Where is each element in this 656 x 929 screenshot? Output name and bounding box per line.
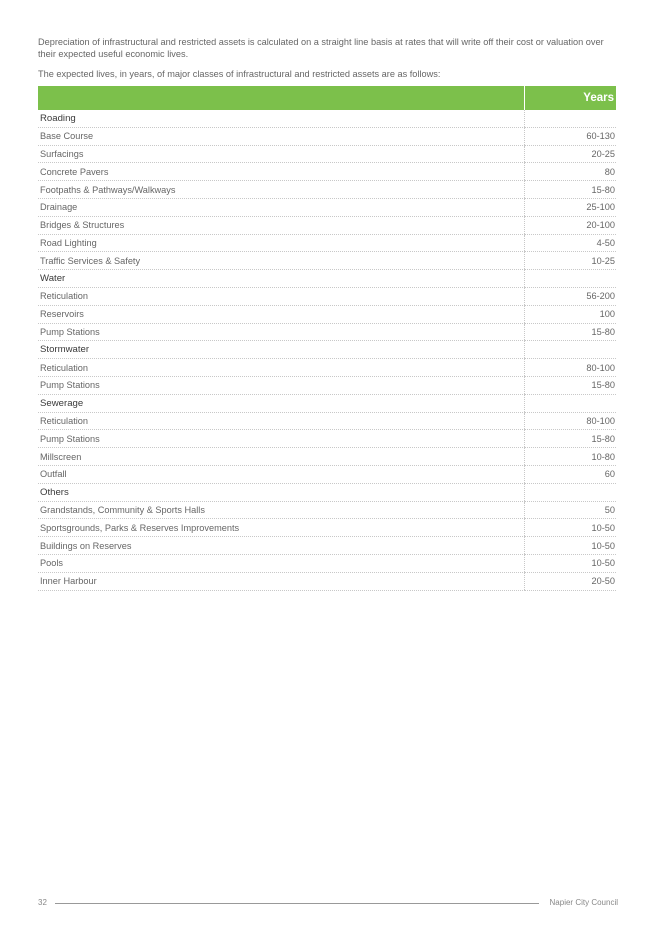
category-years-cell [524, 110, 616, 127]
table-row [38, 430, 616, 448]
table-row [38, 412, 616, 430]
category-years-cell [524, 341, 616, 359]
table-row [38, 554, 616, 572]
category-label: Stormwater [38, 341, 524, 359]
category-years-cell [524, 394, 616, 412]
table-row [38, 572, 616, 590]
category-years-cell [524, 483, 616, 501]
asset-name: Outfall [38, 465, 524, 483]
asset-years: 10-50 [524, 537, 616, 555]
asset-name: Sportsgrounds, Parks & Reserves Improvements [38, 519, 524, 537]
asset-name: Road Lighting [38, 234, 524, 252]
asset-years: 15-80 [524, 376, 616, 394]
table-row [38, 163, 616, 181]
asset-name: Surfacings [38, 145, 524, 163]
table-row [38, 145, 616, 163]
asset-name: Pools [38, 554, 524, 572]
asset-years: 15-80 [524, 181, 616, 199]
asset-years: 10-50 [524, 554, 616, 572]
asset-name: Pump Stations [38, 430, 524, 448]
asset-years: 10-25 [524, 252, 616, 270]
category-row [38, 341, 616, 359]
asset-name: Inner Harbour [38, 572, 524, 590]
table-row [38, 181, 616, 199]
asset-years: 20-100 [524, 216, 616, 234]
asset-name: Traffic Services & Safety [38, 252, 524, 270]
years-column-header [524, 86, 616, 110]
asset-name: Reservoirs [38, 305, 524, 323]
page-number: 32 [38, 898, 47, 907]
table-row [38, 198, 616, 216]
asset-years: 25-100 [524, 198, 616, 216]
category-years-cell [524, 270, 616, 288]
asset-years: 80 [524, 163, 616, 181]
category-label: Water [38, 270, 524, 288]
asset-name: Pump Stations [38, 376, 524, 394]
years-header-label: Years [583, 92, 614, 104]
asset-years: 20-50 [524, 572, 616, 590]
asset-years: 80-100 [524, 412, 616, 430]
asset-name: Reticulation [38, 287, 524, 305]
category-label: Roading [38, 110, 524, 127]
asset-name: Footpaths & Pathways/Walkways [38, 181, 524, 199]
footer-organisation: Napier City Council [549, 898, 618, 907]
table-row [38, 252, 616, 270]
table-header-row [38, 86, 616, 110]
table-row [38, 465, 616, 483]
table-row [38, 234, 616, 252]
asset-column-header [38, 86, 524, 110]
table-row [38, 448, 616, 466]
intro-lead-in: The expected lives, in years, of major classes of infrastructural and restricted assets are as follows: [38, 69, 441, 79]
asset-years: 100 [524, 305, 616, 323]
asset-lives-table [38, 86, 616, 591]
category-row [38, 110, 616, 127]
asset-years: 20-25 [524, 145, 616, 163]
asset-years: 10-80 [524, 448, 616, 466]
asset-name: Millscreen [38, 448, 524, 466]
table-row [38, 323, 616, 341]
category-label: Others [38, 483, 524, 501]
asset-name: Grandstands, Community & Sports Halls [38, 501, 524, 519]
asset-years: 60 [524, 465, 616, 483]
asset-name: Reticulation [38, 412, 524, 430]
table-row [38, 127, 616, 145]
category-row [38, 394, 616, 412]
intro-paragraph: Depreciation of infrastructural and restricted assets is calculated on a straight line basis at rates that will write off their cost or valuation over their expected useful economic lives. [38, 37, 604, 59]
footer-divider [55, 903, 539, 904]
asset-years: 50 [524, 501, 616, 519]
asset-name: Reticulation [38, 359, 524, 377]
category-label: Sewerage [38, 394, 524, 412]
asset-name: Base Course [38, 127, 524, 145]
table-row [38, 359, 616, 377]
asset-years: 15-80 [524, 430, 616, 448]
table-body [38, 110, 616, 590]
asset-name: Bridges & Structures [38, 216, 524, 234]
category-row [38, 270, 616, 288]
table-row [38, 519, 616, 537]
category-row [38, 483, 616, 501]
asset-years: 4-50 [524, 234, 616, 252]
asset-name: Concrete Pavers [38, 163, 524, 181]
table-row [38, 216, 616, 234]
table-row [38, 287, 616, 305]
table-row [38, 305, 616, 323]
table-row [38, 376, 616, 394]
asset-years: 15-80 [524, 323, 616, 341]
asset-name: Drainage [38, 198, 524, 216]
asset-years: 10-50 [524, 519, 616, 537]
asset-years: 56-200 [524, 287, 616, 305]
asset-years: 80-100 [524, 359, 616, 377]
table-row [38, 501, 616, 519]
asset-name: Buildings on Reserves [38, 537, 524, 555]
asset-name: Pump Stations [38, 323, 524, 341]
asset-years: 60-130 [524, 127, 616, 145]
table-row [38, 537, 616, 555]
